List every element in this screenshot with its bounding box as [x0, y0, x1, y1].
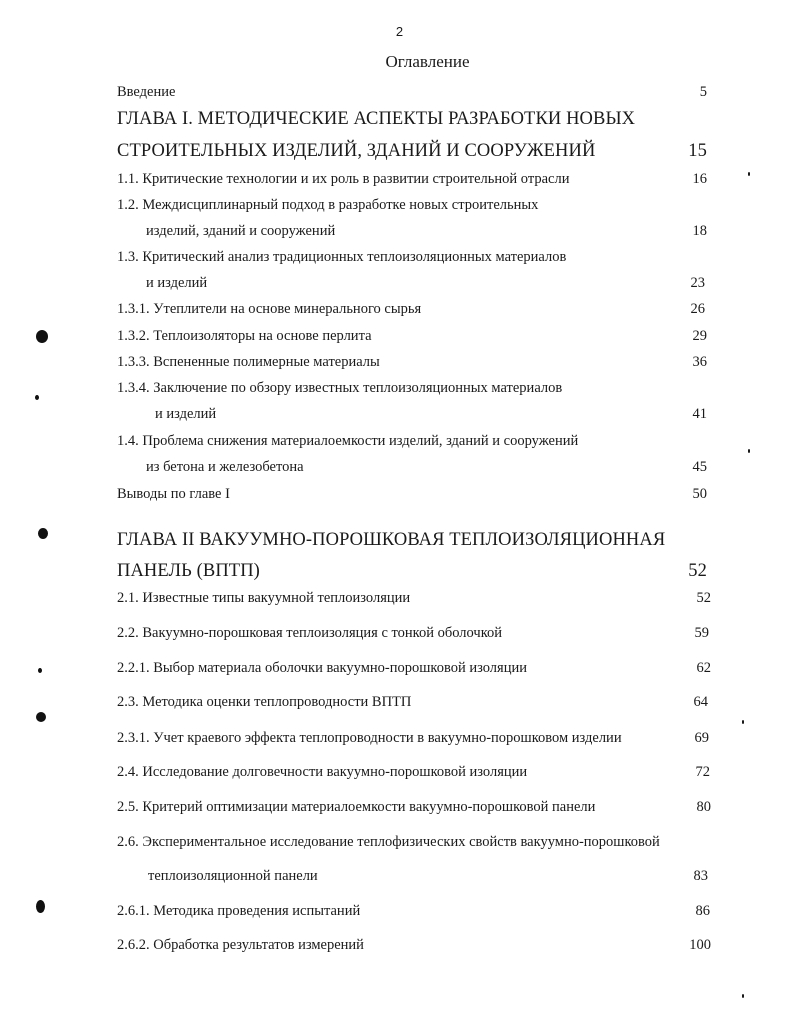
- toc-entry: [0, 868, 799, 890]
- toc-entry-page: 29: [692, 328, 707, 344]
- toc-entry-text: 2.4. Исследование долговечности вакуумно-порошковой изоляции: [117, 764, 528, 780]
- toc-entry-text: 2.6. Экспериментальное исследование теплофизических свойств вакуумно-порошковой: [117, 834, 660, 850]
- toc-entry-text: 1.3.3. Вспененные полимерные материалы: [117, 354, 380, 370]
- toc-entry: [0, 799, 799, 821]
- toc-entry-text: 1.4. Проблема снижения материалоемкости изделий, зданий и сооружений: [117, 433, 579, 449]
- toc-entry-page: 72: [695, 764, 710, 780]
- toc-entry-text: Выводы по главе I: [117, 486, 230, 502]
- toc-entry-text: ГЛАВА I. МЕТОДИЧЕСКИЕ АСПЕКТЫ РАЗРАБОТКИ НОВЫХ: [117, 109, 636, 129]
- toc-entry: [0, 171, 799, 193]
- toc-entry-text: изделий, зданий и сооружений: [146, 223, 336, 239]
- toc-entry-page: 62: [696, 660, 711, 676]
- toc-entry-text: теплоизоляционной панели: [148, 868, 318, 884]
- toc-entry-text: 1.3.1. Утеплители на основе минерального сырья: [117, 301, 422, 317]
- toc-entry-text: 2.2.1. Выбор материала оболочки вакуумно-порошковой изоляции: [117, 660, 527, 676]
- scan-speck: [36, 330, 48, 343]
- toc-entry: [0, 625, 799, 647]
- toc-entry-page: 86: [695, 903, 710, 919]
- scan-speck: [748, 449, 750, 453]
- toc-entry-page: 52: [696, 590, 711, 606]
- page-number: 2: [395, 24, 404, 39]
- toc-entry: [0, 486, 799, 508]
- toc-entry-page: 15: [688, 141, 707, 161]
- toc-entry-text: 1.3.2. Теплоизоляторы на основе перлита: [117, 328, 372, 344]
- toc-entry: [0, 530, 799, 552]
- toc-entry-text: 1.3.4. Заключение по обзору известных теплоизоляционных материалов: [117, 380, 563, 396]
- page-title: Оглавление: [385, 52, 470, 71]
- toc-entry: [0, 197, 799, 219]
- toc-entry: [0, 903, 799, 925]
- toc-entry-page: 23: [690, 275, 705, 291]
- toc-entry-page: 83: [693, 868, 708, 884]
- toc-entry-text: 2.1. Известные типы вакуумной теплоизоляции: [117, 590, 411, 606]
- toc-entry: [0, 328, 799, 350]
- toc-entry: [0, 459, 799, 481]
- toc-entry-text: 1.3. Критический анализ традиционных теплоизоляционных материалов: [117, 249, 567, 265]
- scan-speck: [742, 720, 744, 724]
- toc-entry: [0, 834, 799, 856]
- toc-entry-page: 100: [689, 937, 711, 953]
- toc-entry: [0, 380, 799, 402]
- toc-entry-text: ПАНЕЛЬ (ВПТП): [117, 561, 260, 581]
- toc-entry-page: 45: [692, 459, 707, 475]
- scan-speck: [36, 712, 46, 722]
- toc-entry: [0, 561, 799, 583]
- toc-entry-page: 18: [692, 223, 707, 239]
- toc-entry: [0, 109, 799, 131]
- toc-entry-text: 2.2. Вакуумно-порошковая теплоизоляция с тонкой оболочкой: [117, 625, 503, 641]
- toc-entry-page: 50: [692, 486, 707, 502]
- toc-entry-page: 5: [699, 84, 707, 100]
- toc-entry-page: 69: [694, 730, 709, 746]
- toc-entry-text: 1.2. Междисциплинарный подход в разработке новых строительных: [117, 197, 539, 213]
- toc-entry-text: и изделий: [146, 275, 208, 291]
- toc-entry: [0, 275, 799, 297]
- toc-entry: [0, 694, 799, 716]
- toc-entry: [0, 301, 799, 323]
- scan-speck: [36, 900, 45, 913]
- toc-entry-page: 41: [692, 406, 707, 422]
- toc-entry-text: из бетона и железобетона: [146, 459, 304, 475]
- toc-entry: [0, 354, 799, 376]
- toc-entry: [0, 764, 799, 786]
- toc-entry-text: 1.1. Критические технологии и их роль в развитии строительной отрасли: [117, 171, 570, 187]
- toc-entry: [0, 223, 799, 245]
- toc-entry: [0, 406, 799, 428]
- toc-entry: [0, 249, 799, 271]
- scan-speck: [35, 395, 39, 400]
- scan-speck: [742, 994, 744, 998]
- toc-entry-page: 80: [696, 799, 711, 815]
- toc-entry-text: 2.5. Критерий оптимизации материалоемкости вакуумно-порошковой панели: [117, 799, 596, 815]
- toc-entry-page: 59: [694, 625, 709, 641]
- toc-entry-text: Введение: [117, 84, 176, 100]
- toc-entry-text: ГЛАВА II ВАКУУМНО-ПОРОШКОВАЯ ТЕПЛОИЗОЛЯЦИОННАЯ: [117, 530, 666, 550]
- toc-entry-text: 2.3. Методика оценки теплопроводности ВПТП: [117, 694, 412, 710]
- scan-speck: [748, 172, 750, 176]
- toc-entry: [0, 730, 799, 752]
- toc-entry: [0, 433, 799, 455]
- scan-speck: [38, 528, 48, 539]
- toc-entry: [0, 141, 799, 163]
- toc-entry-page: 16: [692, 171, 707, 187]
- toc-entry: [0, 660, 799, 682]
- toc-entry-page: 52: [688, 561, 707, 581]
- scan-speck: [38, 668, 42, 673]
- toc-entry-text: СТРОИТЕЛЬНЫХ ИЗДЕЛИЙ, ЗДАНИЙ И СООРУЖЕНИЙ: [117, 141, 596, 161]
- toc-entry-text: 2.3.1. Учет краевого эффекта теплопроводности в вакуумно-порошковом изделии: [117, 730, 622, 746]
- toc-entry: [0, 937, 799, 959]
- toc-entry-text: и изделий: [155, 406, 217, 422]
- toc-entry-page: 64: [693, 694, 708, 710]
- toc-entry-text: 2.6.1. Методика проведения испытаний: [117, 903, 361, 919]
- toc-entry-page: 26: [690, 301, 705, 317]
- toc-entry: [0, 84, 799, 106]
- toc-entry-page: 36: [692, 354, 707, 370]
- toc-entry: [0, 590, 799, 612]
- toc-entry-text: 2.6.2. Обработка результатов измерений: [117, 937, 364, 953]
